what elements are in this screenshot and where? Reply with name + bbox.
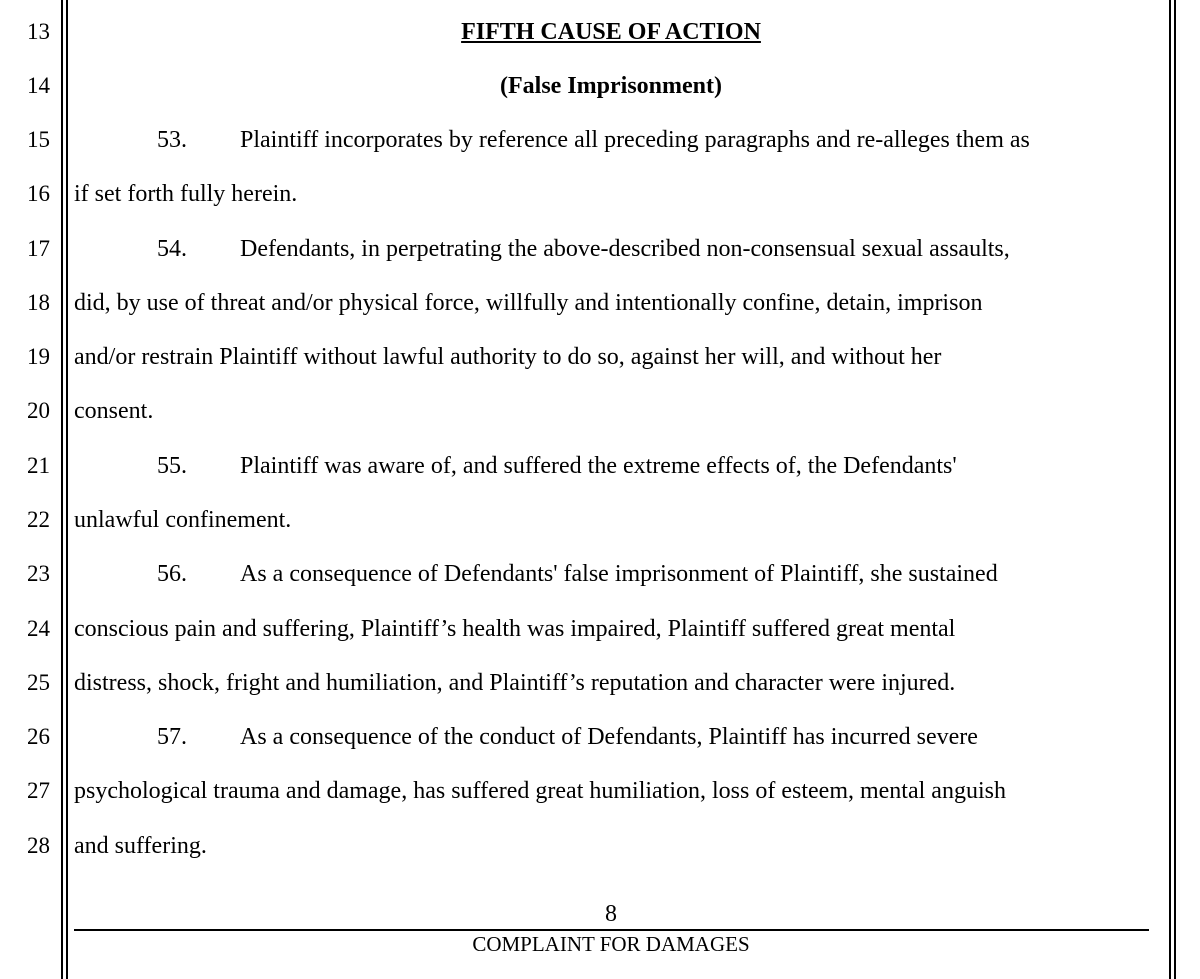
line-number: 27: [27, 778, 50, 803]
paragraph-text: Plaintiff incorporates by reference all preceding paragraphs and re-alleges them as: [240, 127, 1030, 153]
line-number: 13: [27, 19, 50, 44]
paragraph-number: 57.: [157, 724, 187, 750]
line-number: 21: [27, 453, 50, 478]
paragraph-56-line-2: conscious pain and suffering, Plaintiff’s health was impaired, Plaintiff suffered great mental: [74, 616, 956, 642]
paragraph-53-line-1: [74, 126, 1030, 154]
right-margin-rule-inner: [1169, 0, 1171, 979]
paragraph-number: 54.: [157, 236, 187, 262]
paragraph-55-line-2: unlawful confinement.: [74, 507, 292, 533]
paragraph-text: Plaintiff was aware of, and suffered the extreme effects of, the Defendants': [240, 453, 957, 479]
line-number: 26: [27, 724, 50, 749]
paragraph-number: 56.: [157, 561, 187, 587]
line-number: 23: [27, 561, 50, 586]
paragraph-text: As a consequence of the conduct of Defendants, Plaintiff has incurred severe: [240, 724, 978, 750]
line-number: 16: [27, 181, 50, 206]
line-number: 22: [27, 507, 50, 532]
page-number: 8: [605, 901, 617, 927]
line-number: 15: [27, 127, 50, 152]
paragraph-56-line-1: [74, 560, 998, 588]
left-margin-rule-outer: [61, 0, 63, 979]
paragraph-text: As a consequence of Defendants' false imprisonment of Plaintiff, she sustained: [240, 561, 998, 587]
paragraph-number: 55.: [157, 453, 187, 479]
line-number: 25: [27, 670, 50, 695]
paragraph-54-line-1: [74, 235, 1010, 263]
paragraph-53-line-2: if set forth fully herein.: [74, 181, 298, 207]
line-number: 14: [27, 73, 50, 98]
paragraph-57-line-1: [74, 723, 978, 751]
paragraph-57-line-3: and suffering.: [74, 833, 207, 859]
line-number: 18: [27, 290, 50, 315]
line-number: 28: [27, 833, 50, 858]
left-margin-rule-inner: [66, 0, 68, 979]
cause-of-action-title: [74, 18, 1148, 46]
paragraph-text: Defendants, in perpetrating the above-described non-consensual sexual assaults,: [240, 236, 1010, 262]
line-number: 17: [27, 236, 50, 261]
paragraph-54-line-4: consent.: [74, 398, 154, 424]
document-footer-title: COMPLAINT FOR DAMAGES: [472, 932, 750, 956]
paragraph-57-line-2: psychological trauma and damage, has suffered great humiliation, loss of esteem, mental anguish: [74, 778, 1006, 804]
line-number: 19: [27, 344, 50, 369]
right-margin-rule-outer: [1174, 0, 1176, 979]
footer-divider: [74, 929, 1149, 931]
line-number: 20: [27, 398, 50, 423]
cause-of-action-subtitle: (False Imprisonment): [500, 73, 722, 99]
line-number: 24: [27, 616, 50, 641]
paragraph-56-line-3: distress, shock, fright and humiliation, and Plaintiff’s reputation and character were injured.: [74, 670, 956, 696]
paragraph-number: 53.: [157, 127, 187, 153]
paragraph-55-line-1: [74, 452, 957, 480]
cause-of-action-title-text: FIFTH CAUSE OF ACTION: [461, 19, 761, 45]
paragraph-54-line-3: and/or restrain Plaintiff without lawful authority to do so, against her will, and without her: [74, 344, 942, 370]
paragraph-54-line-2: did, by use of threat and/or physical force, willfully and intentionally confine, detain, imprison: [74, 290, 983, 316]
